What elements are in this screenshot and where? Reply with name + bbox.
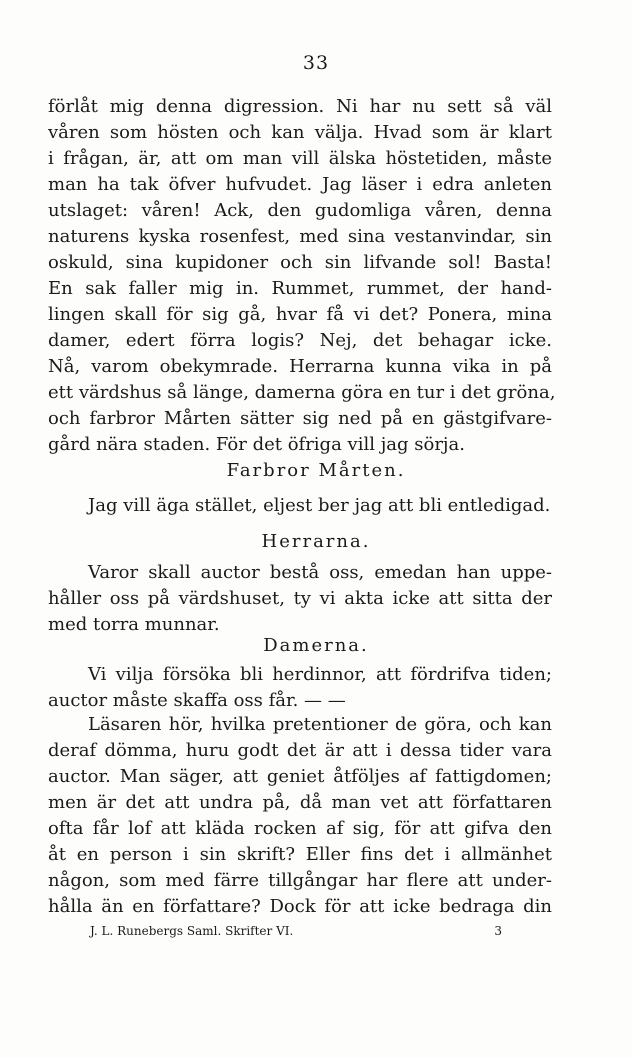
speaker-herrarna: Herrarna. bbox=[261, 531, 371, 552]
paragraph-1 bbox=[48, 94, 556, 458]
text-line: Vi vilja försöka bli herdinnor, att fördrifva tiden; bbox=[88, 664, 552, 685]
text-line: Jag vill äga stället, eljest ber jag att bli entledigad. bbox=[88, 495, 551, 516]
text-line: lingen skall för sig gå, hvar få vi det? Ponera, mina bbox=[48, 304, 552, 325]
text-line: oskuld, sina kupidoner och sin lifvande sol! Basta! bbox=[48, 252, 552, 273]
text-line: auctor. Man säger, att geniet åtföljes af fattigdomen; bbox=[48, 766, 552, 787]
text-line: ofta får lof att kläda rocken af sig, för att gifva den bbox=[48, 818, 552, 839]
text-line: En sak faller mig in. Rummet, rummet, der hand- bbox=[48, 278, 552, 299]
text-line: någon, som med färre tillgångar har flere att under- bbox=[48, 870, 552, 891]
text-line: gård nära staden. För det öfriga vill jag sörja. bbox=[48, 434, 465, 455]
text-line: med torra munnar. bbox=[48, 614, 220, 635]
text-line: utslaget: våren! Ack, den gudomliga våren, denna bbox=[48, 200, 552, 221]
text-line: naturens kyska rosenfest, med sina vestanvindar, sin bbox=[48, 226, 552, 247]
text-line: deraf dömma, huru godt det är att i dessa tider vara bbox=[48, 740, 552, 761]
speech-damerna bbox=[48, 662, 552, 714]
text-line: förlåt mig denna digression. Ni har nu sett så väl bbox=[48, 96, 552, 117]
text-line: hålla än en författare? Dock för att icke bedraga din bbox=[48, 896, 552, 917]
speaker-farbror-marten: Farbror Mårten. bbox=[226, 460, 406, 481]
footer-book-title: J. L. Runebergs Saml. Skrifter VI. bbox=[90, 924, 294, 938]
paragraph-2 bbox=[48, 712, 552, 920]
text-line: våren som hösten och kan välja. Hvad som är klart bbox=[48, 122, 552, 143]
page-footer bbox=[90, 924, 502, 938]
text-line: man ha tak öfver hufvudet. Jag läser i edra anleten bbox=[48, 174, 552, 195]
speech-farbror-marten bbox=[48, 493, 552, 519]
text-line: auctor måste skaffa oss får. — — bbox=[48, 690, 346, 711]
text-line: och farbror Mårten sätter sig ned på en gästgifvare- bbox=[48, 408, 552, 429]
text-line: håller oss på värdshuset, ty vi akta icke att sitta der bbox=[48, 588, 552, 609]
text-line: ett värdshus så länge, damerna göra en tur i det gröna, bbox=[48, 382, 556, 403]
text-line: Läsaren hör, hvilka pretentioner de göra, och kan bbox=[88, 714, 552, 735]
text-line: åt en person i sin skrift? Eller fins det i allmänhet bbox=[48, 844, 552, 865]
speaker-damerna: Damerna. bbox=[263, 635, 369, 656]
text-line: Varor skall auctor bestå oss, emedan han uppe- bbox=[88, 562, 552, 583]
page-number: 33 bbox=[302, 52, 330, 74]
text-line: damer, edert förra logis? Nej, det behagar icke. bbox=[48, 330, 552, 351]
text-line: men är det att undra på, då man vet att författaren bbox=[48, 792, 552, 813]
speech-herrarna bbox=[48, 560, 552, 638]
footer-signature-mark: 3 bbox=[494, 924, 502, 938]
text-line: i frågan, är, att om man vill älska höstetiden, måste bbox=[48, 148, 552, 169]
text-line: Nå, varom obekymrade. Herrarna kunna vika in på bbox=[48, 356, 552, 377]
